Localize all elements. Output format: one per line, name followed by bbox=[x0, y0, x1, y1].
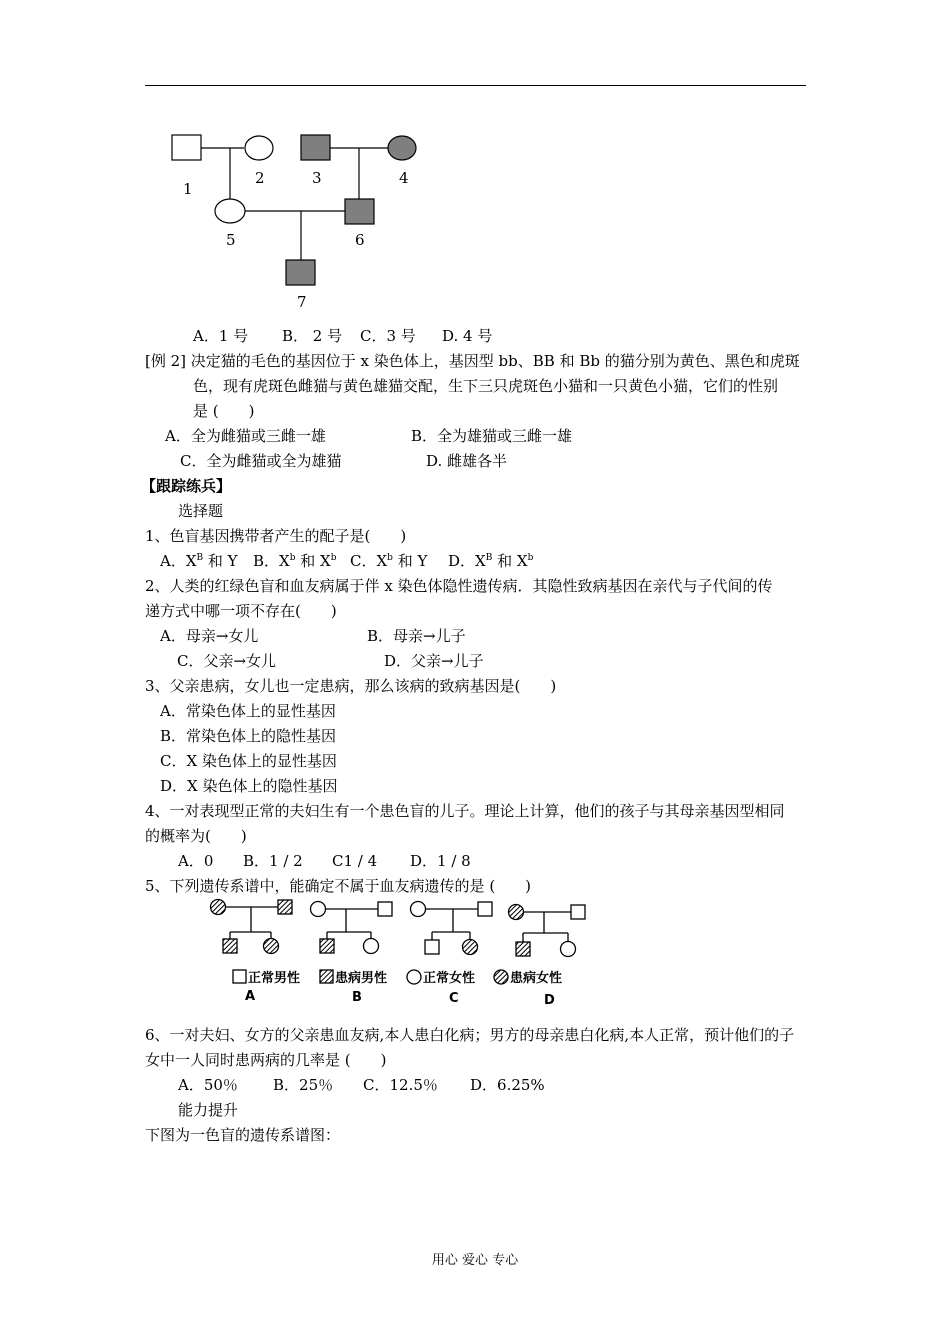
ex2-option-a: A．全为雌猫或三雌一雄 bbox=[165, 427, 326, 445]
page-footer: 用心 爱心 专心 bbox=[431, 1253, 519, 1268]
q2-stem-line1: 2、人类的红绿色盲和血友病属于伴 x 染色体隐性遗传病．其隐性致病基因在亲代与子代间的传 bbox=[145, 577, 773, 595]
q1-option-b: B．$X^b$ 和 $X^b$ bbox=[253, 552, 337, 570]
ex2-option-c: C．全为雌猫或全为雄猫 bbox=[180, 452, 342, 470]
q5-b-son-affected-male bbox=[320, 939, 334, 953]
q5-panel-label-b: B bbox=[352, 990, 362, 1005]
q6-option-b: B．25％ bbox=[273, 1076, 334, 1094]
q1-option-c: C．$X^b$ 和 Y bbox=[350, 552, 428, 570]
q5-c-son-normal-male bbox=[425, 940, 439, 954]
ex2-option-d: D. 雌雄各半 bbox=[426, 452, 508, 470]
pedigree-intro: 下图为一色盲的遗传系谱图： bbox=[145, 1126, 341, 1144]
ex1-option-d: D. 4 号 bbox=[442, 327, 493, 345]
ex2-stem-line2: 色，现有虎斑色雌猫与黄色雄猫交配，生下三只虎斑色小猫和一只黄色小猫，它们的性别 bbox=[193, 377, 779, 395]
q5-b-daughter-normal-female bbox=[364, 939, 379, 954]
q4-option-c: C1 / 4 bbox=[332, 852, 378, 870]
subsection-title: 选择题 bbox=[178, 502, 224, 520]
q6-option-c: C．12.5％ bbox=[363, 1076, 438, 1094]
legend-normal-female-icon bbox=[407, 970, 421, 984]
q2-stem-line2: 递方式中哪一项不存在( ) bbox=[145, 602, 337, 620]
ex1-option-a: A．1 号 bbox=[193, 327, 249, 345]
q5-b-father-normal-male bbox=[378, 902, 392, 916]
q4-option-a: A．0 bbox=[178, 852, 214, 870]
q5-d-son-affected-male bbox=[516, 942, 530, 956]
q5-c-father-normal-male bbox=[478, 902, 492, 916]
q3-option-a: A．常染色体上的显性基因 bbox=[160, 702, 336, 720]
q5-a-son-affected-male bbox=[223, 939, 237, 953]
q4-option-b: B．1 / 2 bbox=[243, 852, 303, 870]
section-title: 【跟踪练兵】 bbox=[141, 477, 232, 495]
q3-option-b: B．常染色体上的隐性基因 bbox=[160, 727, 337, 745]
q1-option-a: A．$X^B$ 和 Y bbox=[160, 552, 238, 570]
q5-stem: 5、下列遗传系谱中，能确定不属于血友病遗传的是 ( ) bbox=[145, 877, 532, 895]
pedigree-label-6: 6 bbox=[355, 231, 365, 249]
ex1-option-c: C．3 号 bbox=[360, 327, 416, 345]
q6-option-a: A．50％ bbox=[178, 1076, 238, 1094]
q1-option-d: D．$X^B$ 和 $X^b$ bbox=[448, 552, 534, 570]
q5-a-father-affected-male bbox=[278, 900, 292, 914]
q1-stem: 1、色盲基因携带者产生的配子是( ) bbox=[145, 527, 407, 545]
ability-heading: 能力提升 bbox=[178, 1101, 239, 1119]
q5-panel-label-d: D bbox=[544, 993, 555, 1008]
q5-panel-label-a: A bbox=[245, 989, 256, 1004]
pedigree-label-5: 5 bbox=[226, 231, 236, 249]
legend-affected-female-label: 患病女性 bbox=[510, 971, 563, 986]
legend-affected-female-icon bbox=[494, 970, 508, 984]
q3-option-c: C．X 染色体上的显性基因 bbox=[160, 752, 337, 770]
ex1-option-b: B． 2 号 bbox=[282, 327, 343, 345]
q5-a-mother-affected-female bbox=[211, 900, 226, 915]
q5-a-daughter-affected-female bbox=[264, 939, 279, 954]
q2-option-c: C．父亲→女儿 bbox=[177, 652, 277, 670]
q5-d-mother-affected-female bbox=[509, 905, 524, 920]
q5-c-daughter-affected-female bbox=[463, 940, 478, 955]
pedigree-label-7: 7 bbox=[297, 293, 307, 311]
q2-option-d: D．父亲→儿子 bbox=[384, 652, 484, 670]
q3-option-d: D．X 染色体上的隐性基因 bbox=[160, 777, 338, 795]
legend-normal-female-label: 正常女性 bbox=[423, 971, 476, 986]
pedigree-label-2: 2 bbox=[255, 169, 265, 187]
q5-d-father-normal-male bbox=[571, 905, 585, 919]
q6-stem-line2: 女中一人同时患两病的几率是 ( ) bbox=[145, 1051, 387, 1069]
ex2-stem-line1: [例 2] 决定猫的毛色的基因位于 x 染色体上，基因型 bb、BB 和 Bb 的猫分别为黄色、黑色和虎斑 bbox=[145, 352, 800, 370]
legend-normal-male-icon bbox=[233, 970, 246, 983]
legend-affected-male-label: 患病男性 bbox=[335, 971, 388, 986]
q4-option-d: D．1 / 8 bbox=[410, 852, 471, 870]
q5-b-mother-normal-female bbox=[311, 902, 326, 917]
legend-normal-male-label: 正常男性 bbox=[248, 971, 301, 986]
q6-option-d: D．6.25% bbox=[470, 1076, 545, 1094]
q3-stem: 3、父亲患病，女儿也一定患病，那么该病的致病基因是( ) bbox=[145, 677, 557, 695]
q5-panel-label-c: C bbox=[449, 991, 459, 1006]
q6-stem-line1: 6、一对夫妇、女方的父亲患血友病,本人患白化病；男方的母亲患白化病,本人正常，预计他们的子 bbox=[145, 1026, 795, 1044]
ex2-stem-line3: 是 ( ) bbox=[193, 402, 255, 420]
pedigree-label-3: 3 bbox=[312, 169, 322, 187]
q5-c-mother-normal-female bbox=[411, 902, 426, 917]
ex2-option-b: B．全为雄猫或三雌一雄 bbox=[411, 427, 573, 445]
q4-stem-line2: 的概率为( ) bbox=[145, 827, 247, 845]
q4-stem-line1: 4、一对表现型正常的夫妇生有一个患色盲的儿子。理论上计算，他们的孩子与其母亲基因型相同 bbox=[145, 802, 785, 820]
q5-d-daughter-normal-female bbox=[561, 942, 576, 957]
q2-option-a: A．母亲→女儿 bbox=[160, 627, 259, 645]
q2-option-b: B．母亲→儿子 bbox=[367, 627, 466, 645]
legend-affected-male-icon bbox=[320, 970, 333, 983]
pedigree-label-1: 1 bbox=[183, 180, 193, 198]
pedigree-label-4: 4 bbox=[399, 169, 409, 187]
